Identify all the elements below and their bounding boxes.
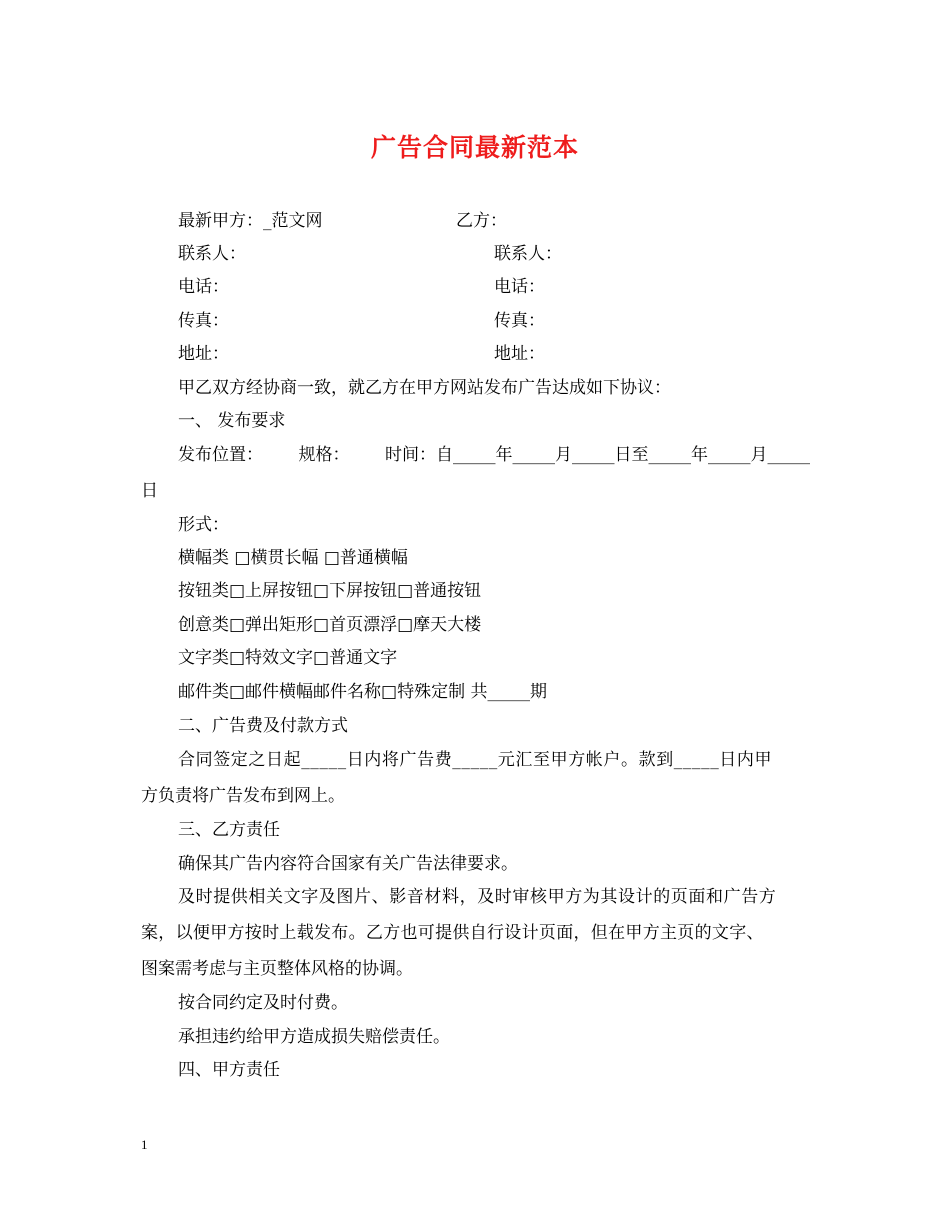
party-b-duty-4: 承担违约给甲方造成损失赔偿责任。	[178, 1027, 450, 1047]
section-4-heading: 四、甲方责任	[178, 1060, 280, 1080]
party-b-phone: 电话：	[494, 277, 545, 297]
payment-paragraph-line2: 方负责将广告发布到网上。	[141, 786, 345, 806]
party-a-address: 地址：	[178, 344, 229, 364]
party-b-duty-3: 按合同约定及时付费。	[178, 993, 348, 1013]
party-b-fax: 传真：	[494, 311, 545, 331]
form-label: 形式：	[178, 515, 229, 535]
mail-options: 邮件类□邮件横幅邮件名称□特殊定制 共_____期	[178, 682, 548, 702]
party-b-duty-2-line2: 案，以便甲方按时上载发布。乙方也可提供自行设计页面，但在甲方主页的文字、	[141, 923, 764, 943]
publish-position-continued: 日	[141, 481, 158, 501]
party-b-duty-1: 确保其广告内容符合国家有关广告法律要求。	[178, 854, 518, 874]
position-label: 发布位置：	[178, 445, 263, 465]
party-b-duty-2-line1: 及时提供相关文字及图片、影音材料，及时审核甲方为其设计的页面和广告方	[178, 887, 777, 907]
section-2-heading: 二、广告费及付款方式	[178, 716, 348, 736]
document-title: 广告合同最新范本	[370, 133, 579, 162]
section-3-heading: 三、乙方责任	[178, 820, 280, 840]
banner-options: 横幅类 □横贯长幅 □普通横幅	[178, 548, 408, 568]
spec-label: 规格：	[298, 445, 350, 465]
intro-paragraph: 甲乙双方经协商一致，就乙方在甲方网站发布广告达成如下协议：	[178, 378, 671, 398]
creative-options: 创意类□弹出矩形□首页漂浮□摩天大楼	[178, 615, 482, 635]
section-1-heading: 一、 发布要求	[178, 411, 286, 431]
party-b-name: 乙方：	[456, 211, 507, 231]
party-a-name: 最新甲方：_范文网	[178, 211, 323, 231]
party-a-phone: 电话：	[178, 277, 229, 297]
party-b-duty-2-line3: 图案需考虑与主页整体风格的协调。	[141, 959, 413, 979]
party-b-contact: 联系人：	[494, 244, 562, 264]
party-a-fax: 传真：	[178, 311, 229, 331]
text-options: 文字类□特效文字□普通文字	[178, 648, 398, 668]
publish-position-line	[178, 444, 810, 466]
party-a-contact: 联系人：	[178, 244, 246, 264]
party-b-address: 地址：	[494, 344, 545, 364]
payment-paragraph-line1: 合同签定之日起_____日内将广告费_____元汇至甲方帐户。款到_____日内甲	[178, 750, 773, 770]
button-options: 按钮类□上屏按钮□下屏按钮□普通按钮	[178, 581, 482, 601]
page-number: 1	[141, 1137, 148, 1152]
time-label: 时间：自_____年_____月_____日至_____年_____月_____	[385, 445, 810, 465]
